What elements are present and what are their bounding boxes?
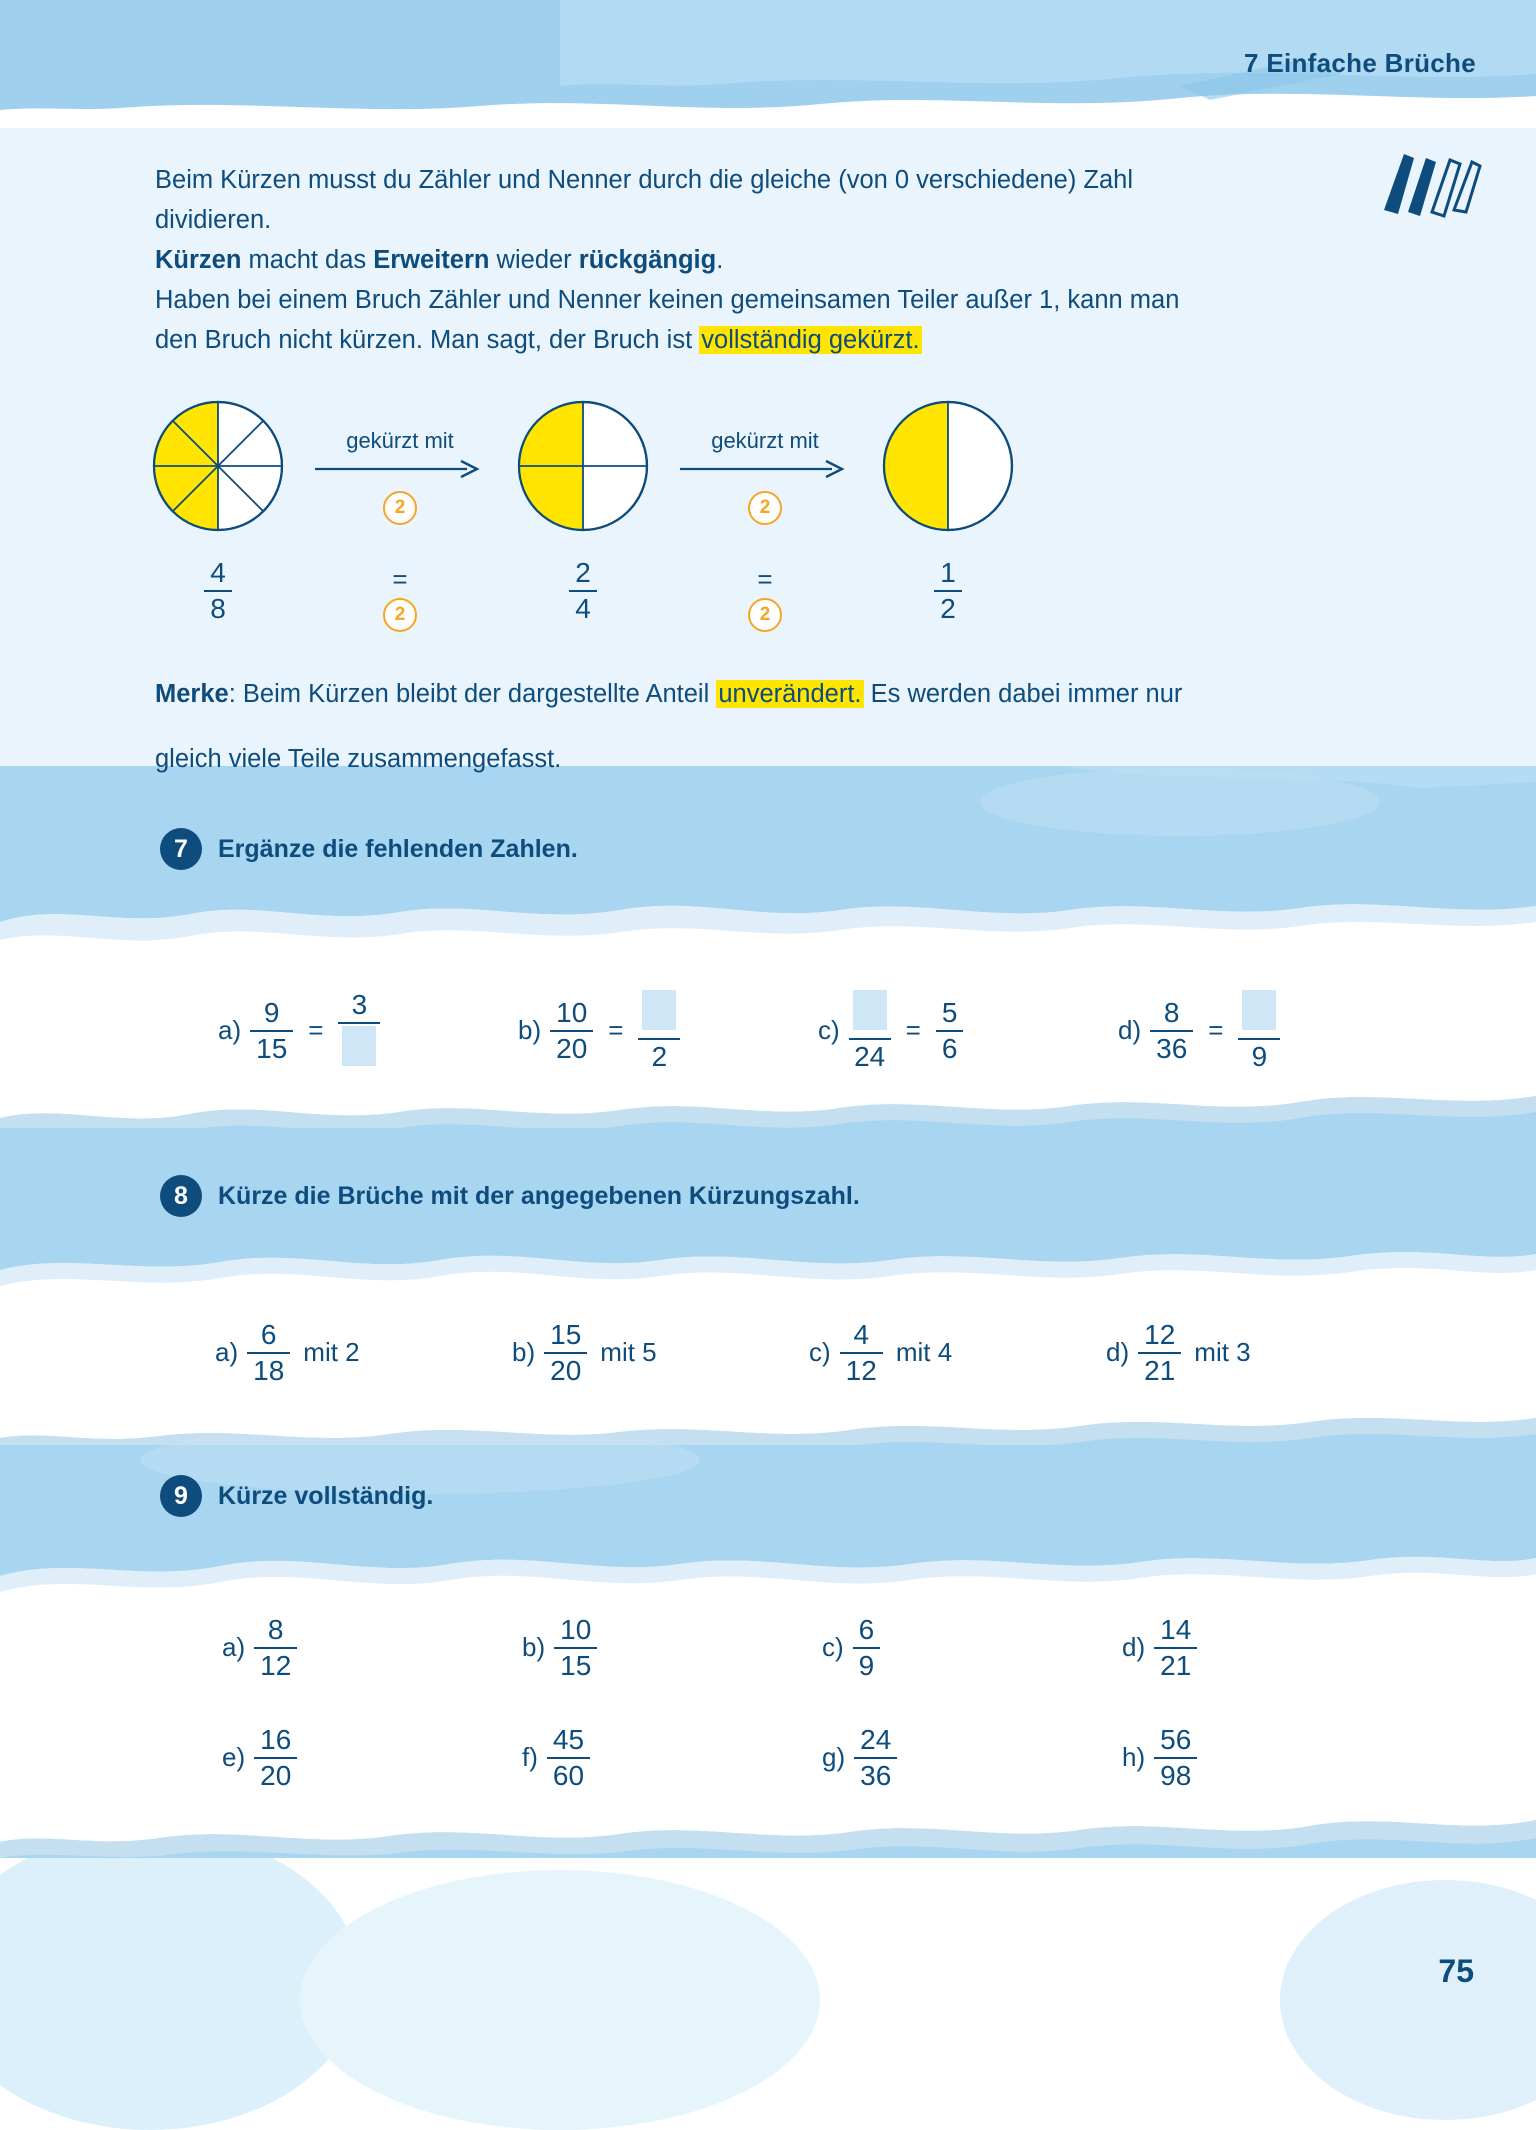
fraction-bar xyxy=(1154,1757,1197,1759)
exercise-8-item-a xyxy=(215,1320,470,1386)
exercise-9-item-c xyxy=(822,1615,1082,1681)
fraction-numerator-blank[interactable] xyxy=(849,990,891,1035)
fraction-bar xyxy=(854,1757,897,1759)
equals-sign: = xyxy=(308,1015,324,1046)
merke-line-2: gleich viele Teile zusammengefasst. xyxy=(155,745,562,773)
fraction-numerator: 8 xyxy=(1163,997,1180,1028)
fraction-bar xyxy=(1150,1030,1193,1032)
fraction-numerator: 8 xyxy=(267,1614,284,1645)
pie-svg-1 xyxy=(150,398,286,534)
item-fraction xyxy=(247,1320,290,1386)
exercise-7-heading xyxy=(160,828,578,870)
item-label: e) xyxy=(222,1742,246,1773)
fraction-bar xyxy=(338,1022,380,1024)
equals-sign: = xyxy=(1208,1015,1224,1046)
pencils-icon xyxy=(1374,150,1484,240)
page-number: 75 xyxy=(1438,1953,1474,1989)
item-suffix: mit 3 xyxy=(1194,1337,1251,1368)
item-label: d) xyxy=(1118,1015,1142,1046)
theory-line-2-end: . xyxy=(716,246,724,274)
exercise-7-item-d xyxy=(1118,990,1373,1072)
arrow-block-1 xyxy=(300,428,500,525)
pie-chart-2-4 xyxy=(515,398,651,534)
exercise-9-paper xyxy=(0,1530,1536,1860)
page-header-chapter: 7 Einfache Brüche xyxy=(1244,48,1476,78)
item-label: d) xyxy=(1106,1337,1130,1368)
fraction-numerator: 45 xyxy=(552,1724,585,1755)
fraction-bar xyxy=(1154,1647,1197,1649)
theory-box xyxy=(0,128,1536,773)
exercise-title: Kürze vollständig. xyxy=(218,1481,434,1510)
fraction-denominator: 12 xyxy=(845,1355,877,1387)
fraction-bar xyxy=(250,1030,293,1032)
fraction-bar xyxy=(849,1038,891,1040)
theory-bold-rueckgaengig: rückgängig xyxy=(578,246,717,274)
exercise-title: Ergänze die fehlenden Zahlen. xyxy=(218,834,578,863)
item-fraction-right xyxy=(936,998,964,1064)
fraction-denominator: 20 xyxy=(260,1760,292,1792)
diagram-fraction-1 xyxy=(150,558,286,624)
fraction-numerator: 56 xyxy=(1160,1724,1192,1755)
torn-paper-9 xyxy=(0,1530,1536,1860)
exercise-9-item-a xyxy=(222,1615,482,1681)
item-suffix: mit 5 xyxy=(600,1337,657,1368)
item-label: g) xyxy=(822,1742,846,1773)
fraction-denominator: 2 xyxy=(940,593,956,625)
merke-line-1 xyxy=(155,674,1370,714)
fraction-numerator: 1 xyxy=(940,557,956,588)
fraction-denominator: 4 xyxy=(575,593,591,625)
item-fraction-left xyxy=(250,998,293,1064)
fraction-denominator: 2 xyxy=(651,1041,668,1073)
fraction-bar xyxy=(840,1352,883,1354)
fraction-denominator: 15 xyxy=(560,1650,592,1682)
answer-blank-box[interactable] xyxy=(342,1026,376,1066)
item-fraction-right xyxy=(1238,990,1280,1072)
fraction-numerator: 6 xyxy=(858,1614,875,1645)
exercise-9-item-d xyxy=(1122,1615,1382,1681)
fraction-denominator: 20 xyxy=(556,1033,588,1065)
fraction-bar xyxy=(247,1352,290,1354)
exercise-8-item-c xyxy=(809,1320,1064,1386)
exercise-9-item-b xyxy=(522,1615,782,1681)
decorative-circle-2 xyxy=(300,1870,820,2130)
fraction-numerator: 4 xyxy=(210,557,226,588)
fraction-numerator: 2 xyxy=(575,557,591,588)
item-fraction-left xyxy=(550,998,593,1064)
fraction-denominator: 12 xyxy=(260,1650,292,1682)
divisor-badge-2: 2 xyxy=(748,491,782,525)
diagram-fraction-2 xyxy=(515,558,651,624)
merke-text-b: Es werden dabei immer nur xyxy=(863,679,1183,708)
item-suffix: mit 4 xyxy=(895,1337,953,1368)
fraction-numerator: 5 xyxy=(941,997,958,1028)
fraction-numerator: 10 xyxy=(560,1614,592,1645)
exercise-7-item-a xyxy=(218,990,473,1072)
fraction-numerator: 10 xyxy=(556,997,588,1028)
fraction-numerator: 12 xyxy=(1144,1319,1176,1350)
item-label: c) xyxy=(822,1632,844,1663)
fraction-bar xyxy=(1238,1038,1280,1040)
item-label: a) xyxy=(218,1015,242,1046)
fraction-bar xyxy=(544,1352,587,1354)
item-label: a) xyxy=(222,1632,246,1663)
fraction-denominator: 9 xyxy=(858,1650,875,1682)
pie-chart-1-2 xyxy=(880,398,1016,534)
theory-paragraph xyxy=(155,160,1355,360)
exercise-8-heading xyxy=(160,1175,860,1217)
fraction-denominator: 60 xyxy=(552,1760,585,1792)
exercise-9-item-f xyxy=(522,1725,782,1791)
fraction-denominator: 20 xyxy=(550,1355,582,1387)
decorative-circle-3 xyxy=(1280,1880,1536,2120)
theory-line-1b: dividieren. xyxy=(155,206,272,234)
answer-blank-box[interactable] xyxy=(853,990,887,1030)
item-label: a) xyxy=(215,1337,239,1368)
fraction-denominator: 8 xyxy=(210,593,226,625)
fraction-numerator-blank[interactable] xyxy=(638,990,680,1035)
fraction-denominator: 98 xyxy=(1160,1760,1192,1792)
equals-sign-2: = xyxy=(757,564,773,594)
fraction-bar xyxy=(569,590,597,592)
theory-bold-erweitern: Erweitern xyxy=(373,246,490,274)
fraction-denominator: 9 xyxy=(1251,1041,1268,1073)
fraction-numerator: 9 xyxy=(263,997,280,1028)
arrow-block-2 xyxy=(665,428,865,525)
equals-block-2 xyxy=(665,566,865,632)
item-label: b) xyxy=(518,1015,542,1046)
item-label: b) xyxy=(522,1632,546,1663)
answer-blank-box[interactable] xyxy=(1242,990,1276,1030)
exercise-9-item-e xyxy=(222,1725,482,1791)
fraction-numerator: 4 xyxy=(853,1319,870,1350)
fraction-bar xyxy=(547,1757,590,1759)
fraction-denominator: 24 xyxy=(854,1041,886,1073)
arrow-label-2: gekürzt mit xyxy=(711,428,819,453)
exercise-8-item-d xyxy=(1106,1320,1361,1386)
fraction-denominator: 6 xyxy=(941,1033,958,1065)
item-fraction xyxy=(254,1615,297,1681)
pie-svg-3 xyxy=(880,398,1016,534)
exercise-7-items xyxy=(0,990,1536,1072)
merke-text-a: : Beim Kürzen bleibt der dargestellte Anteil xyxy=(228,679,717,708)
exercise-8-item-b xyxy=(512,1320,767,1386)
fraction-reduction-diagram xyxy=(150,398,1150,658)
item-fraction-left xyxy=(1150,998,1193,1064)
exercise-9-item-g xyxy=(822,1725,1082,1791)
fraction-bar xyxy=(853,1647,881,1649)
item-fraction xyxy=(554,1615,597,1681)
item-label: h) xyxy=(1122,1742,1146,1773)
fraction-bar xyxy=(204,590,232,592)
divisor-badge-3: 2 xyxy=(383,598,417,632)
exercise-8-items xyxy=(0,1320,1536,1386)
equals-block-1 xyxy=(300,566,500,632)
fraction-numerator: 6 xyxy=(260,1319,277,1350)
item-fraction-left xyxy=(849,990,891,1072)
fraction-bar xyxy=(254,1647,297,1649)
theory-line-3: Haben bei einem Bruch Zähler und Nenner keinen gemeinsamen Teiler außer 1, kann man xyxy=(155,286,1180,314)
theory-mid-2: wieder xyxy=(489,246,579,274)
item-fraction-right xyxy=(338,990,380,1072)
pie-chart-4-8 xyxy=(150,398,286,534)
equals-sign: = xyxy=(905,1015,921,1046)
fraction-denominator: 15 xyxy=(256,1033,288,1065)
exercise-number-badge: 8 xyxy=(160,1175,202,1217)
exercise-7-item-b xyxy=(518,990,773,1072)
exercise-7-item-c xyxy=(818,990,1073,1072)
theory-line-1a: Beim Kürzen musst du Zähler und Nenner durch die gleiche (von 0 verschiedene) Zahl xyxy=(155,166,1134,194)
fraction-denominator: 21 xyxy=(1160,1650,1192,1682)
diagram-fraction-row xyxy=(150,558,1150,648)
fraction-bar xyxy=(554,1647,597,1649)
fraction-bar xyxy=(254,1757,297,1759)
fraction-bar xyxy=(936,1030,964,1032)
arrow-icon-1 xyxy=(315,458,485,480)
pie-svg-2 xyxy=(515,398,651,534)
fraction-denominator: 18 xyxy=(253,1355,285,1387)
fraction-bar xyxy=(1138,1352,1181,1354)
item-fraction xyxy=(854,1725,897,1791)
diagram-fraction-3 xyxy=(880,558,1016,624)
item-fraction xyxy=(1154,1725,1197,1791)
fraction-denominator: 21 xyxy=(1144,1355,1176,1387)
item-label: b) xyxy=(512,1337,536,1368)
item-fraction xyxy=(544,1320,587,1386)
fraction-bar xyxy=(638,1038,680,1040)
exercise-number-badge: 7 xyxy=(160,828,202,870)
item-label: c) xyxy=(818,1015,840,1046)
arrow-icon-2 xyxy=(680,458,850,480)
fraction-bar xyxy=(550,1030,593,1032)
fraction-denominator: 36 xyxy=(860,1760,892,1792)
theory-line-4a: den Bruch nicht kürzen. Man sagt, der Bruch ist xyxy=(155,326,700,354)
exercise-9-items-row2 xyxy=(0,1725,1536,1791)
item-label: f) xyxy=(522,1742,538,1773)
item-fraction xyxy=(840,1320,883,1386)
merke-highlight: unverändert. xyxy=(718,679,862,708)
divisor-badge-4: 2 xyxy=(748,598,782,632)
divisor-badge-1: 2 xyxy=(383,491,417,525)
theory-mid-1: macht das xyxy=(241,246,374,274)
item-fraction xyxy=(547,1725,590,1791)
item-fraction xyxy=(853,1615,881,1681)
item-label: c) xyxy=(809,1337,831,1368)
theory-highlight-vollstaendig: vollständig gekürzt. xyxy=(701,326,920,354)
fraction-numerator: 16 xyxy=(260,1724,292,1755)
item-fraction xyxy=(1154,1615,1197,1681)
item-fraction xyxy=(1138,1320,1181,1386)
fraction-numerator: 24 xyxy=(860,1724,892,1755)
exercise-title: Kürze die Brüche mit der angegebenen Kürzungszahl. xyxy=(218,1181,860,1210)
equals-sign-1: = xyxy=(392,564,408,594)
answer-blank-box[interactable] xyxy=(642,990,676,1030)
fraction-bar xyxy=(934,590,962,592)
item-fraction-right xyxy=(638,990,680,1072)
fraction-denominator-blank[interactable] xyxy=(338,1026,380,1071)
exercise-number-badge: 9 xyxy=(160,1475,202,1517)
arrow-label-1: gekürzt mit xyxy=(346,428,454,453)
merke-label: Merke xyxy=(155,679,229,708)
fraction-numerator: 3 xyxy=(351,989,368,1020)
exercise-9-items-row1 xyxy=(0,1615,1536,1681)
theory-bold-kuerzen: Kürzen xyxy=(155,246,242,274)
fraction-numerator: 14 xyxy=(1160,1614,1192,1645)
fraction-denominator: 36 xyxy=(1156,1033,1188,1065)
exercise-9-item-h xyxy=(1122,1725,1382,1791)
item-suffix: mit 2 xyxy=(303,1337,360,1368)
item-fraction xyxy=(254,1725,297,1791)
equals-sign: = xyxy=(608,1015,624,1046)
theory-line-4 xyxy=(155,320,1355,360)
fraction-numerator-blank[interactable] xyxy=(1238,990,1280,1035)
fraction-numerator: 15 xyxy=(550,1319,582,1350)
theory-line-2 xyxy=(155,240,1355,280)
item-label: d) xyxy=(1122,1632,1146,1663)
exercise-9-heading xyxy=(160,1475,433,1517)
